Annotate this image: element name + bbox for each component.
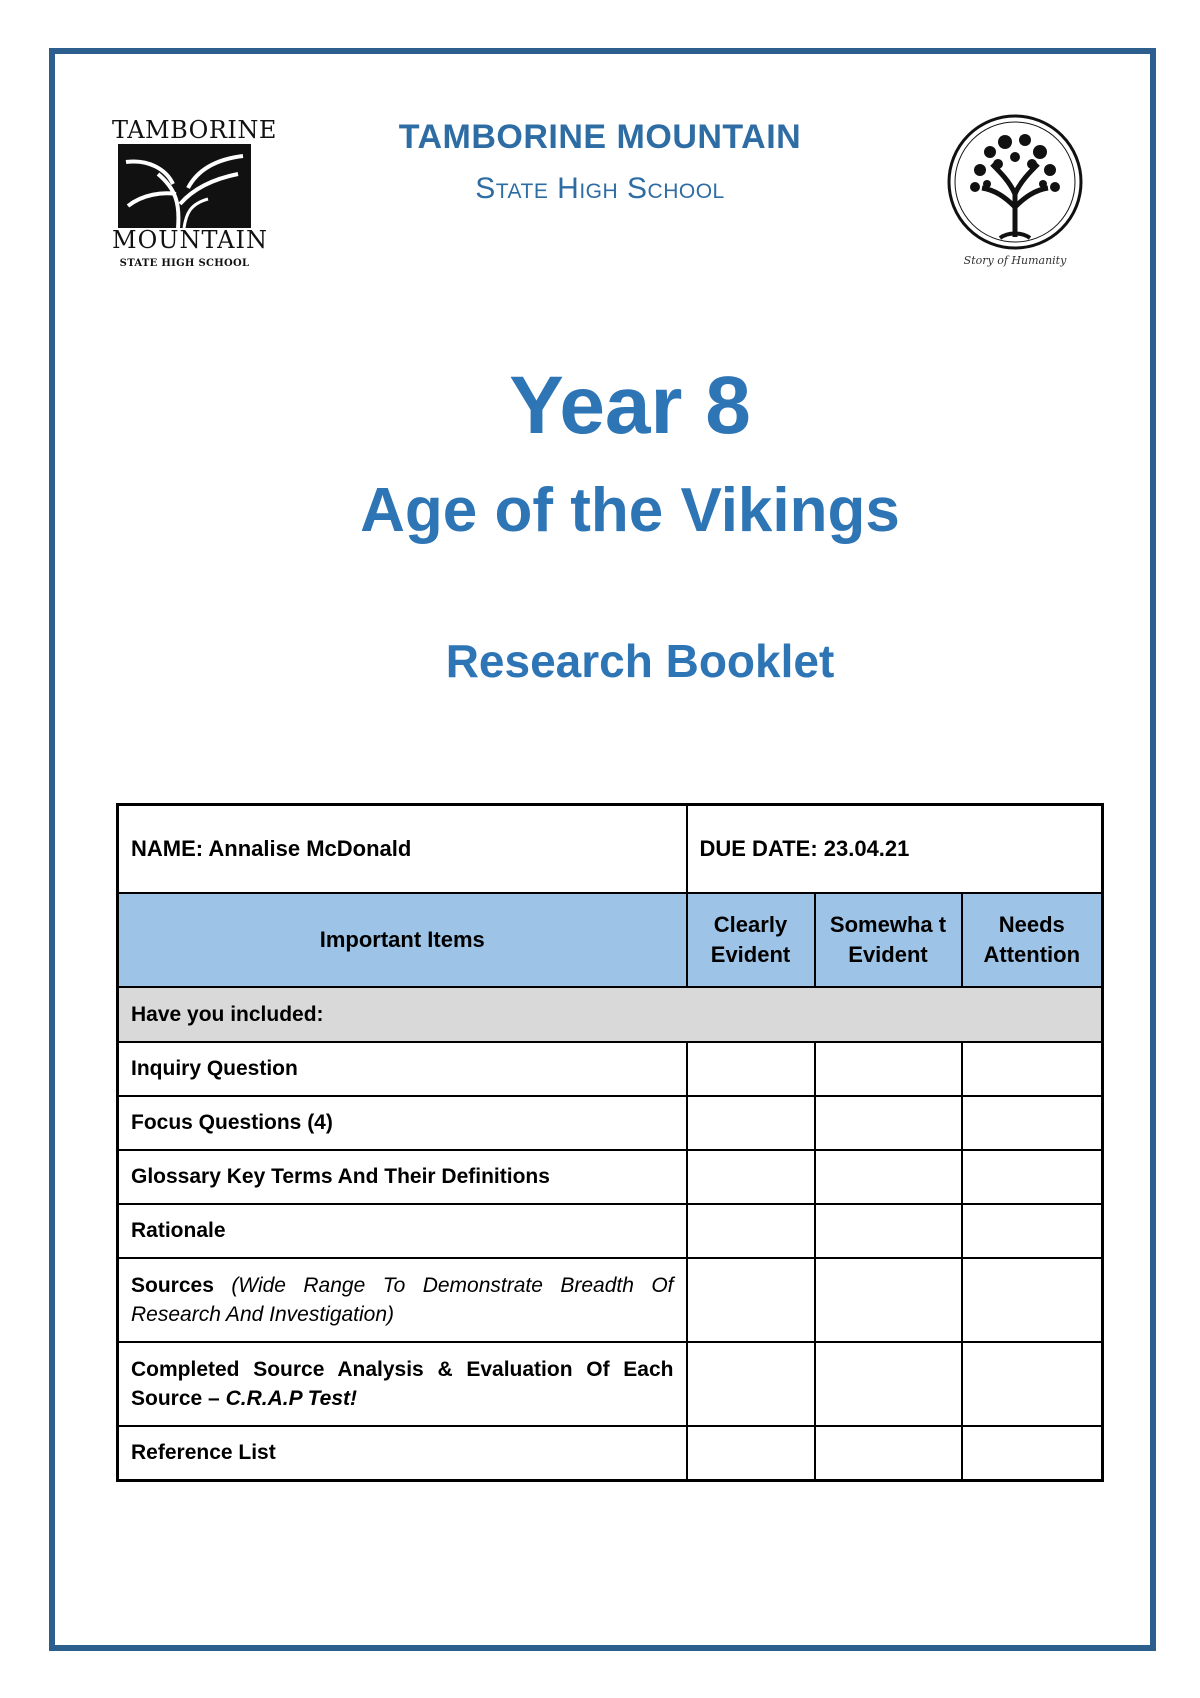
header-clearly-evident: Clearly Evident: [687, 893, 815, 987]
somewhat-evident-cell[interactable]: [815, 1258, 962, 1342]
somewhat-evident-cell[interactable]: [815, 1042, 962, 1096]
clearly-evident-cell[interactable]: [687, 1258, 815, 1342]
year-title: Year 8: [509, 360, 751, 451]
needs-attention-cell[interactable]: [962, 1258, 1103, 1342]
school-name: TAMBORINE MOUNTAIN: [398, 118, 802, 156]
somewhat-evident-cell[interactable]: [815, 1150, 962, 1204]
section-label: Have you included:: [118, 987, 1103, 1042]
table-row: [118, 1342, 1103, 1426]
due-date: DUE DATE: 23.04.21: [687, 805, 1103, 894]
item-label: Rationale: [118, 1204, 687, 1258]
item-label: Glossary Key Terms And Their Definitions: [118, 1150, 687, 1204]
item-emphasis: C.R.A.P Test!: [225, 1387, 358, 1410]
school-logo: [112, 116, 277, 272]
tree-of-life-icon: [940, 112, 1090, 272]
clearly-evident-cell[interactable]: [687, 1342, 815, 1426]
item-label-sources: [118, 1258, 687, 1342]
student-info-row: [118, 805, 1103, 894]
clearly-evident-cell[interactable]: [687, 1426, 815, 1481]
header-row: [118, 893, 1103, 987]
clearly-evident-cell[interactable]: [687, 1096, 815, 1150]
tree-emblem-icon: [118, 144, 251, 228]
topic-title: Age of the Vikings: [360, 476, 900, 545]
table-row: [118, 1042, 1103, 1096]
section-row: [118, 987, 1103, 1042]
logo-middle-text: MOUNTAIN: [112, 226, 268, 254]
needs-attention-cell[interactable]: [962, 1096, 1103, 1150]
table-row: [118, 1204, 1103, 1258]
table-row: [118, 1096, 1103, 1150]
somewhat-evident-cell[interactable]: [815, 1426, 962, 1481]
table-row: [118, 1258, 1103, 1342]
clearly-evident-cell[interactable]: [687, 1204, 815, 1258]
header-important-items: Important Items: [118, 893, 687, 987]
header-somewhat-evident: Somewha t Evident: [815, 893, 962, 987]
clearly-evident-cell[interactable]: [687, 1150, 815, 1204]
table-row: [118, 1426, 1103, 1481]
item-label: Focus Questions (4): [118, 1096, 687, 1150]
table-row: [118, 1150, 1103, 1204]
needs-attention-cell[interactable]: [962, 1204, 1103, 1258]
needs-attention-cell[interactable]: [962, 1042, 1103, 1096]
somewhat-evident-cell[interactable]: [815, 1342, 962, 1426]
item-label: Reference List: [118, 1426, 687, 1481]
somewhat-evident-cell[interactable]: [815, 1204, 962, 1258]
header-needs-attention: Needs Attention: [962, 893, 1103, 987]
school-subtitle: State High School: [475, 172, 725, 205]
item-label: Inquiry Question: [118, 1042, 687, 1096]
item-note: (Wide Range To Demonstrate Breadth Of Research And Investigation): [131, 1273, 674, 1326]
item-label-text: Sources: [131, 1273, 214, 1297]
booklet-title: Research Booklet: [445, 635, 835, 687]
clearly-evident-cell[interactable]: [687, 1042, 815, 1096]
somewhat-evident-cell[interactable]: [815, 1096, 962, 1150]
needs-attention-cell[interactable]: [962, 1150, 1103, 1204]
needs-attention-cell[interactable]: [962, 1342, 1103, 1426]
item-label-source-analysis: [118, 1342, 687, 1426]
checklist-table: [116, 803, 1104, 1482]
needs-attention-cell[interactable]: [962, 1426, 1103, 1481]
logo-caption: Story of Humanity: [963, 254, 1067, 267]
item-label-text: Completed Source Analysis & Evaluation Of Each Source –: [131, 1357, 674, 1410]
logo-top-text: TAMBORINE: [112, 116, 277, 144]
student-name: NAME: Annalise McDonald: [118, 805, 687, 894]
logo-bottom-text: STATE HIGH SCHOOL: [119, 258, 250, 269]
story-of-humanity-logo: [940, 112, 1090, 272]
